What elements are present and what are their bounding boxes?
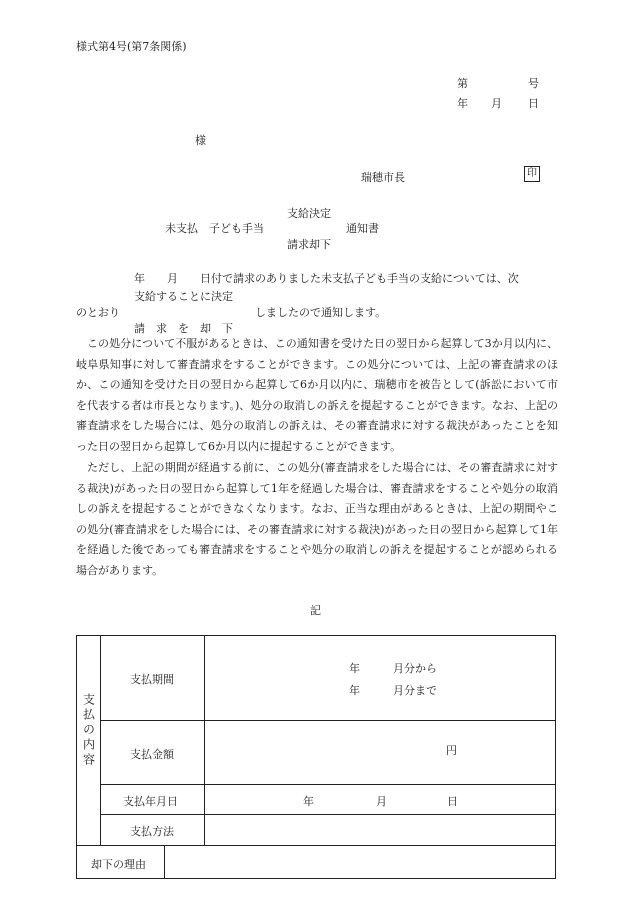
title-main: 未支払 子ども手当 [165, 222, 264, 235]
date-day: 日 [528, 97, 539, 110]
method-label: 支払方法 [130, 825, 174, 838]
amount-label: 支払金額 [130, 748, 174, 761]
period-to: 年 月分まで [349, 684, 437, 697]
date-year: 年 [457, 97, 468, 110]
appeal-paragraph-1: この処分について不服があるときは、この通知書を受けた日の翌日から起算して3か月以内に、岐阜県知事に対して審査請求をすることができます。この処分については、上記の審査請求のほか、この通知を受けた日の翌日から起算して6か月以内に、瑞穂市を被告として(訴訟において市を代表する者は市長となります。)、処分の取消しの訴えを提起することができます。なお、上記の審査請求をした場合には、処分の取消しの訴えは、その審査請求に対する裁決があったことを知った日の翌日から起算して6か月以内に提起することができます。 [76, 337, 558, 453]
title-option-top: 支給決定 [287, 207, 331, 220]
decision-option-bottom: 請 求 を 却 下 [134, 322, 233, 335]
seal-mark: 印 [524, 166, 540, 182]
period-label: 支払期間 [130, 673, 174, 686]
group-label-text: 支払の内容 [81, 693, 96, 768]
period-from: 年 月分から [349, 662, 437, 675]
table-line [76, 845, 556, 846]
body-line-2-left: のとおり [76, 306, 120, 319]
body-line-2-right: しましたので通知します。 [255, 306, 387, 319]
table-line [100, 814, 556, 815]
payment-date-day: 日 [447, 795, 458, 808]
title-option-bottom: 請求却下 [287, 238, 331, 251]
table-line [164, 845, 165, 879]
body-line-1: 年 月 日付で請求のありました未支払子ども手当の支給については、次 [134, 272, 519, 285]
group-label-vertical [78, 693, 98, 774]
payment-date-month: 月 [376, 795, 387, 808]
appeal-paragraph-2: ただし、上記の期間が経過する前に、この処分(審査請求をした場合には、その審査請求に対する裁決)があった日の翌日から起算して1年を経過した場合は、審査請求をすることや処分の取消しの訴えを提起することができなくなります。なお、正当な理由があるときは、上記の期間やこの処分(審査請求をした場合には、その審査請求に対する裁決)があった日の翌日から起算して1年を経過した後であっても審査請求をすることや処分の取消しの訴えを提起することが認められる場合があります。 [76, 461, 558, 577]
table-line [100, 784, 556, 785]
decision-option-top: 支給することに決定 [134, 290, 233, 303]
amount-unit: 円 [446, 744, 457, 757]
ki-heading: 記 [310, 604, 321, 617]
rejection-reason-label: 却下の理由 [91, 858, 146, 871]
addressee-honorific: 様 [195, 134, 206, 147]
title-suffix: 通知書 [346, 222, 379, 235]
doc-number-prefix: 第 [457, 77, 468, 90]
table-line [100, 720, 556, 721]
sender-name: 瑞穂市長 [361, 171, 405, 184]
date-month: 月 [491, 97, 502, 110]
doc-number-suffix: 号 [528, 77, 539, 90]
form-number: 様式第4号(第7条関係) [76, 40, 187, 53]
payment-date-label: 支払年月日 [123, 795, 178, 808]
payment-date-year: 年 [303, 795, 314, 808]
